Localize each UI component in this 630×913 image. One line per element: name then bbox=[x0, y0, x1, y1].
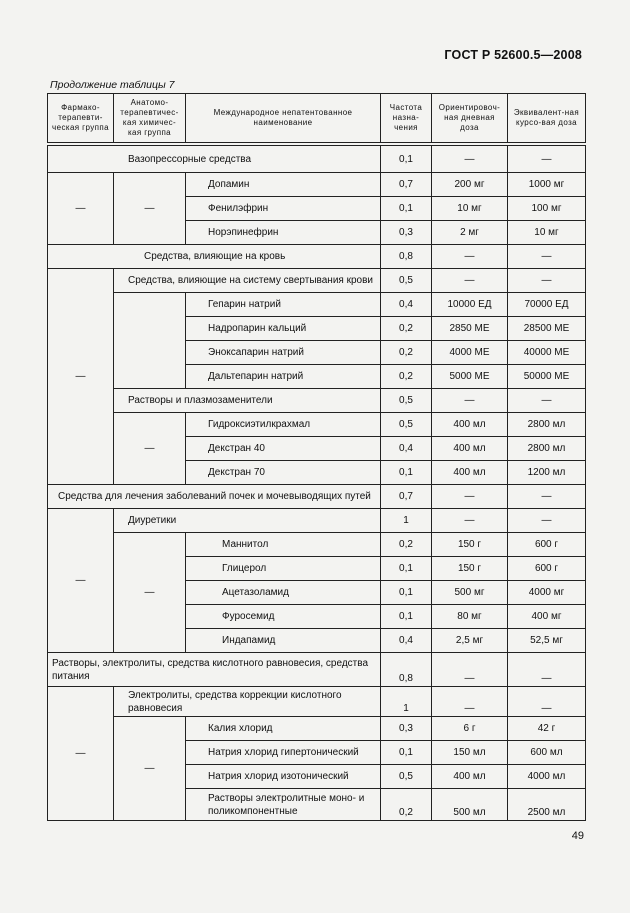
freq-cell: 0,1 bbox=[381, 557, 432, 581]
daily-dose-cell: 150 мл bbox=[432, 741, 508, 765]
atc-group-cell: — bbox=[114, 413, 186, 485]
daily-dose-cell: — bbox=[432, 269, 508, 293]
daily-dose-cell: 500 мг bbox=[432, 581, 508, 605]
table-row bbox=[48, 293, 586, 317]
daily-dose-cell: — bbox=[432, 389, 508, 413]
header-frequency: Частота назна-чения bbox=[381, 94, 432, 143]
daily-dose-cell: 10000 ЕД bbox=[432, 293, 508, 317]
daily-dose-cell: — bbox=[432, 687, 508, 717]
table-header-row bbox=[48, 94, 586, 143]
daily-dose-cell: 10 мг bbox=[432, 197, 508, 221]
atc-group-cell bbox=[114, 293, 186, 389]
drug-name-cell: Фенилэфрин bbox=[186, 197, 381, 221]
course-dose-cell: — bbox=[508, 389, 586, 413]
header-atc-group: Анатомо-терапевтичес-кая химичес-кая группа bbox=[114, 94, 186, 143]
daily-dose-cell: 2850 МЕ bbox=[432, 317, 508, 341]
daily-dose-cell: 4000 МЕ bbox=[432, 341, 508, 365]
course-dose-cell: 1000 мг bbox=[508, 173, 586, 197]
course-dose-cell: 2800 мл bbox=[508, 437, 586, 461]
freq-cell: 0,1 bbox=[381, 197, 432, 221]
header-inn: Международное непатентованное наименование bbox=[186, 94, 381, 143]
table-continuation-caption: Продолжение таблицы 7 bbox=[50, 79, 175, 91]
table-row bbox=[48, 245, 586, 269]
atc-group-cell: — bbox=[114, 533, 186, 653]
table-row bbox=[48, 413, 586, 437]
document-standard-number: ГОСТ Р 52600.5—2008 bbox=[444, 48, 582, 62]
course-dose-cell: 4000 мг bbox=[508, 581, 586, 605]
course-dose-cell: 600 г bbox=[508, 557, 586, 581]
drug-name-cell: Ацетазоламид bbox=[186, 581, 381, 605]
freq-cell: 0,2 bbox=[381, 789, 432, 821]
course-dose-cell: — bbox=[508, 146, 586, 173]
freq-cell: 0,2 bbox=[381, 341, 432, 365]
course-dose-cell: — bbox=[508, 269, 586, 293]
course-dose-cell: 100 мг bbox=[508, 197, 586, 221]
freq-cell: 0,5 bbox=[381, 765, 432, 789]
drug-name-cell: Гепарин натрий bbox=[186, 293, 381, 317]
course-dose-cell: 2800 мл bbox=[508, 413, 586, 437]
table-row bbox=[48, 173, 586, 197]
freq-cell: 0,2 bbox=[381, 317, 432, 341]
freq-cell: 0,1 bbox=[381, 461, 432, 485]
daily-dose-cell: 5000 МЕ bbox=[432, 365, 508, 389]
course-dose-cell: 52,5 мг bbox=[508, 629, 586, 653]
daily-dose-cell: 6 г bbox=[432, 717, 508, 741]
subgroup-name: Растворы и плазмозаменители bbox=[114, 389, 381, 413]
course-dose-cell: 600 г bbox=[508, 533, 586, 557]
pharm-group-cell: — bbox=[48, 687, 114, 821]
freq-cell: 0,1 bbox=[381, 146, 432, 173]
daily-dose-cell: 2,5 мг bbox=[432, 629, 508, 653]
freq-cell: 0,5 bbox=[381, 389, 432, 413]
daily-dose-cell: 400 мл bbox=[432, 413, 508, 437]
header-course-dose: Эквивалент-ная курсо-вая доза bbox=[508, 94, 586, 143]
drug-name-cell: Фуросемид bbox=[186, 605, 381, 629]
course-dose-cell: 28500 МЕ bbox=[508, 317, 586, 341]
subgroup-name: Диуретики bbox=[114, 509, 381, 533]
drug-name-cell: Дальтепарин натрий bbox=[186, 365, 381, 389]
table-row bbox=[48, 653, 586, 687]
table-row bbox=[48, 485, 586, 509]
table-row bbox=[48, 717, 586, 741]
daily-dose-cell: — bbox=[432, 509, 508, 533]
freq-cell: 0,4 bbox=[381, 437, 432, 461]
course-dose-cell: 600 мл bbox=[508, 741, 586, 765]
drug-name-cell: Натрия хлорид изотонический bbox=[186, 765, 381, 789]
daily-dose-cell: 500 мл bbox=[432, 789, 508, 821]
daily-dose-cell: 200 мг bbox=[432, 173, 508, 197]
subgroup-name: Электролиты, средства коррекции кислотного равновесия bbox=[114, 687, 381, 717]
freq-cell: 0,3 bbox=[381, 717, 432, 741]
drug-name-cell: Гидроксиэтилкрахмал bbox=[186, 413, 381, 437]
atc-group-cell: — bbox=[114, 173, 186, 245]
drug-name-cell: Индапамид bbox=[186, 629, 381, 653]
drug-name-cell: Декстран 40 bbox=[186, 437, 381, 461]
page-number: 49 bbox=[571, 830, 584, 842]
daily-dose-cell: — bbox=[432, 245, 508, 269]
course-dose-cell: — bbox=[508, 245, 586, 269]
pharm-group-cell: — bbox=[48, 269, 114, 485]
drug-name-cell: Эноксапарин натрий bbox=[186, 341, 381, 365]
drug-name-cell: Глицерол bbox=[186, 557, 381, 581]
daily-dose-cell: — bbox=[432, 653, 508, 687]
daily-dose-cell: 400 мл bbox=[432, 437, 508, 461]
table-row bbox=[48, 389, 586, 413]
pharm-group-cell: — bbox=[48, 509, 114, 653]
course-dose-cell: — bbox=[508, 687, 586, 717]
course-dose-cell: 70000 ЕД bbox=[508, 293, 586, 317]
group-name: Средства, влияющие на кровь bbox=[48, 245, 381, 269]
course-dose-cell: 42 г bbox=[508, 717, 586, 741]
group-name: Вазопрессорные средства bbox=[48, 146, 381, 173]
course-dose-cell: 1200 мл bbox=[508, 461, 586, 485]
drug-name-cell: Надропарин кальций bbox=[186, 317, 381, 341]
drug-name-cell: Растворы электролитные моно- и поликомпонентные bbox=[186, 789, 381, 821]
freq-cell: 0,1 bbox=[381, 605, 432, 629]
daily-dose-cell: 150 г bbox=[432, 557, 508, 581]
group-name: Растворы, электролиты, средства кислотного равновесия, средства питания bbox=[48, 653, 381, 687]
drug-name-cell: Допамин bbox=[186, 173, 381, 197]
subgroup-name: Средства, влияющие на систему свертывания крови bbox=[114, 269, 381, 293]
drug-name-cell: Декстран 70 bbox=[186, 461, 381, 485]
drug-name-cell: Калия хлорид bbox=[186, 717, 381, 741]
header-daily-dose: Ориентировоч-ная дневная доза bbox=[432, 94, 508, 143]
freq-cell: 0,7 bbox=[381, 173, 432, 197]
daily-dose-cell: — bbox=[432, 485, 508, 509]
drug-name-cell: Маннитол bbox=[186, 533, 381, 557]
daily-dose-cell: 2 мг bbox=[432, 221, 508, 245]
freq-cell: 0,7 bbox=[381, 485, 432, 509]
course-dose-cell: 400 мг bbox=[508, 605, 586, 629]
course-dose-cell: 50000 МЕ bbox=[508, 365, 586, 389]
course-dose-cell: — bbox=[508, 485, 586, 509]
table-row bbox=[48, 269, 586, 293]
course-dose-cell: 10 мг bbox=[508, 221, 586, 245]
drug-name-cell: Натрия хлорид гипертонический bbox=[186, 741, 381, 765]
table-row bbox=[48, 146, 586, 173]
course-dose-cell: — bbox=[508, 509, 586, 533]
freq-cell: 1 bbox=[381, 509, 432, 533]
table-row bbox=[48, 533, 586, 557]
freq-cell: 0,3 bbox=[381, 221, 432, 245]
daily-dose-cell: 400 мл bbox=[432, 461, 508, 485]
course-dose-cell: 2500 мл bbox=[508, 789, 586, 821]
drug-name-cell: Норэпинефрин bbox=[186, 221, 381, 245]
course-dose-cell: 40000 МЕ bbox=[508, 341, 586, 365]
freq-cell: 0,4 bbox=[381, 629, 432, 653]
daily-dose-cell: 80 мг bbox=[432, 605, 508, 629]
freq-cell: 0,1 bbox=[381, 741, 432, 765]
freq-cell: 0,5 bbox=[381, 413, 432, 437]
freq-cell: 0,8 bbox=[381, 653, 432, 687]
freq-cell: 1 bbox=[381, 687, 432, 717]
header-pharm-group: Фармако-терапевти-ческая группа bbox=[48, 94, 114, 143]
course-dose-cell: 4000 мл bbox=[508, 765, 586, 789]
freq-cell: 0,1 bbox=[381, 581, 432, 605]
freq-cell: 0,5 bbox=[381, 269, 432, 293]
table-row bbox=[48, 509, 586, 533]
freq-cell: 0,2 bbox=[381, 533, 432, 557]
freq-cell: 0,2 bbox=[381, 365, 432, 389]
freq-cell: 0,8 bbox=[381, 245, 432, 269]
drug-table bbox=[47, 93, 586, 821]
pharm-group-cell: — bbox=[48, 173, 114, 245]
daily-dose-cell: 150 г bbox=[432, 533, 508, 557]
group-name: Средства для лечения заболеваний почек и мочевыводящих путей bbox=[48, 485, 381, 509]
atc-group-cell: — bbox=[114, 717, 186, 821]
daily-dose-cell: 400 мл bbox=[432, 765, 508, 789]
freq-cell: 0,4 bbox=[381, 293, 432, 317]
course-dose-cell: — bbox=[508, 653, 586, 687]
daily-dose-cell: — bbox=[432, 146, 508, 173]
table-row bbox=[48, 687, 586, 717]
